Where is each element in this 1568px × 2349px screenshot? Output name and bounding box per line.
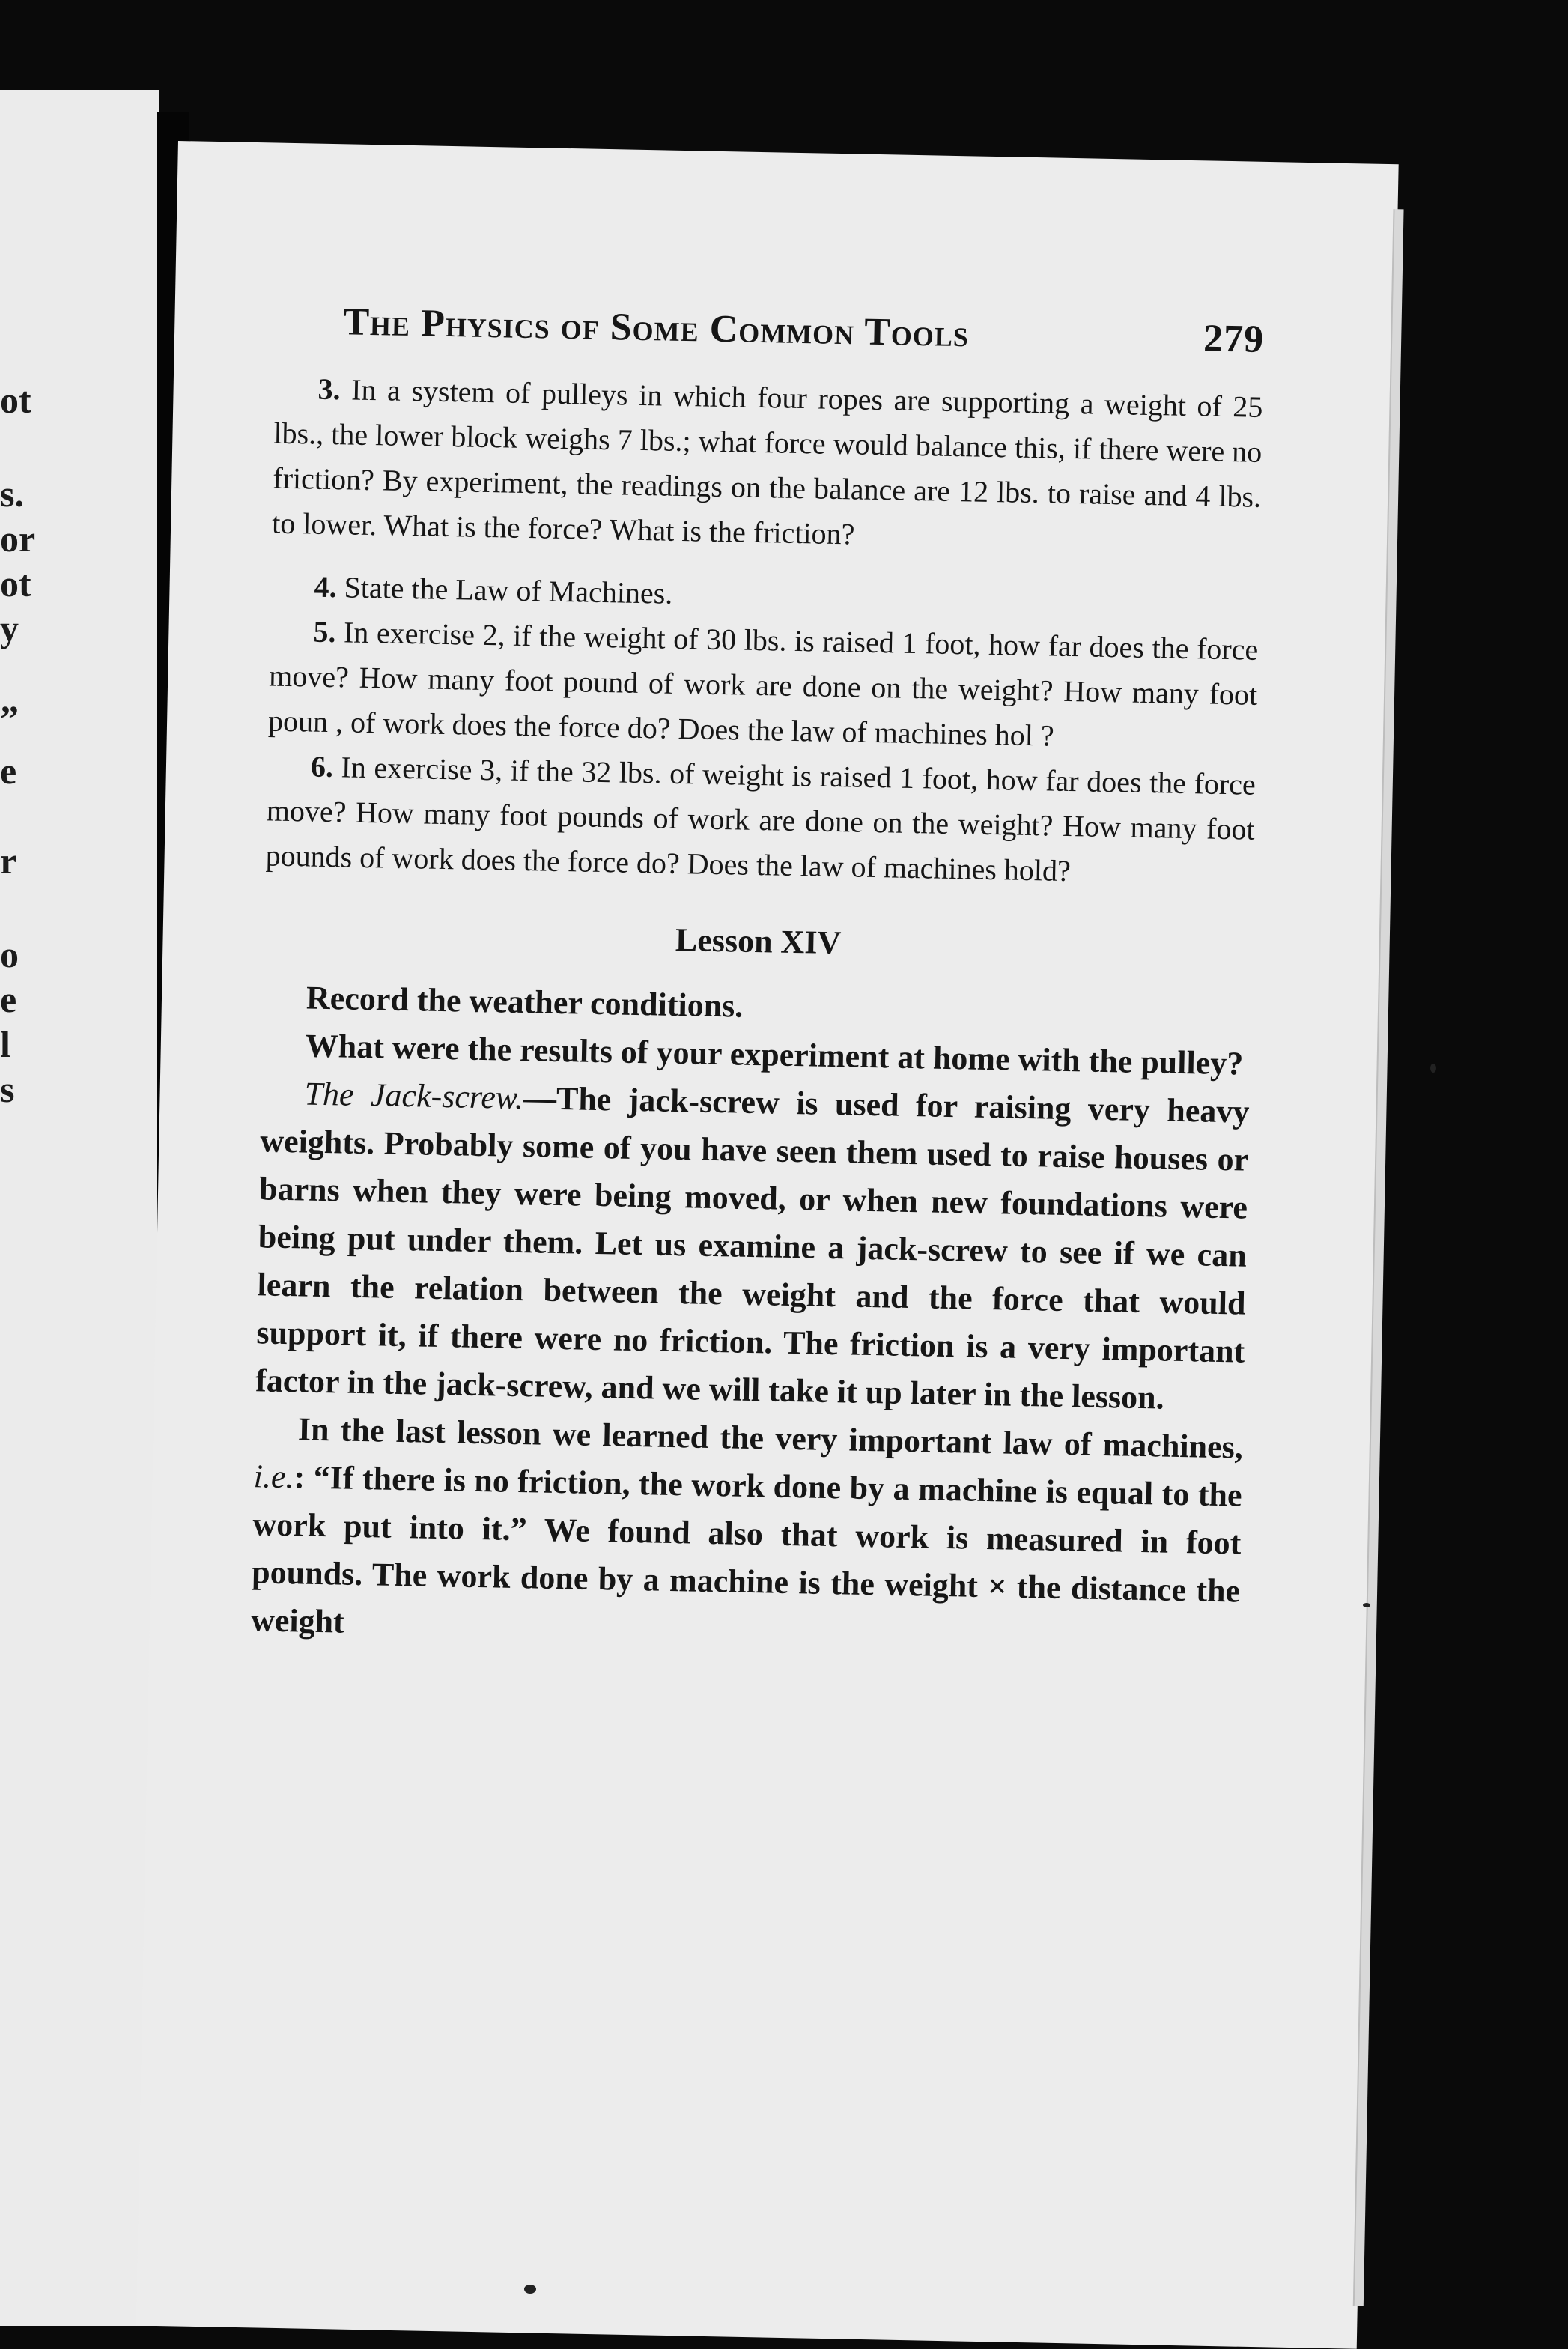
- exercise-item: [268, 608, 1259, 762]
- left-page-text: ot: [0, 563, 31, 604]
- exercise-text: State the Law of Machines.: [344, 570, 673, 610]
- left-page-text: ”: [0, 697, 19, 739]
- lesson-paragraph: Record the weather conditions.: [306, 979, 744, 1025]
- law-text-start: In the last lesson we learned the very important law of machines,: [297, 1410, 1244, 1466]
- lesson-paragraph: What were the results of your experiment at home with the pulley?: [305, 1027, 1244, 1082]
- exercise-number: 5.: [313, 614, 336, 649]
- ie-abbreviation: i.e.: [253, 1458, 295, 1496]
- left-page-text: s: [0, 1068, 15, 1110]
- page-speck: [1430, 1064, 1436, 1073]
- left-page-fragment: [0, 90, 159, 2326]
- exercise-number: 6.: [310, 749, 334, 784]
- exercise-text: In exercise 3, if the 32 lbs. of weight is raised 1 foot, how far does the force move? How many foot pounds of work are done on the weight? How many foot pounds of work does the force do? Does the law of machines hold?: [265, 750, 1256, 888]
- book-page: [136, 141, 1399, 2349]
- exercise-number: 4.: [314, 569, 338, 604]
- page-text-area: [250, 299, 1264, 1664]
- exercise-text: In exercise 2, if the weight of 30 lbs. is raised 1 foot, how far does the force move? How many foot pound of work are done on the weight? How many foot poun , of work does the force do? Does the law of machines hol ?: [267, 615, 1259, 753]
- left-page-text: or: [0, 518, 36, 560]
- left-page-text: ot: [0, 379, 31, 421]
- left-page-text: r: [0, 840, 17, 882]
- jack-screw-text: —The jack-screw is used for raising very heavy weights. Probably some of you have seen them used to raise houses or barns when they were being moved, or when new foundations were being put under them. Let us examine a jack-screw to see if we can learn the relation between the weight and the force that would support it, if there were no friction. The friction is a very important factor in the jack-screw, and we will take it up later in the lesson.: [255, 1079, 1250, 1416]
- left-page-text: e: [0, 750, 17, 792]
- lesson-paragraph: [250, 1404, 1243, 1663]
- left-page-text: y: [0, 607, 19, 649]
- left-page-text: l: [0, 1023, 10, 1065]
- jack-screw-lead: The Jack-screw.: [304, 1075, 524, 1117]
- left-page-text: e: [0, 978, 17, 1020]
- exercise-item: [272, 366, 1263, 565]
- page-number: 279: [1203, 317, 1265, 361]
- exercise-number: 3.: [317, 372, 341, 407]
- exercise-item: [265, 743, 1256, 897]
- left-page-text: s.: [0, 473, 24, 515]
- exercise-text: In a system of pulleys in which four ropes are supporting a weight of 25 lbs., the lower block weighs 7 lbs.; what force would balance this, if there were no friction? By experiment, the readings on the balance are 12 lbs. to raise and 4 lbs. to lower. What is the force? What is the friction?: [271, 372, 1263, 551]
- running-head-title: The Physics of Some Common Tools: [342, 300, 970, 356]
- page-speck: [1363, 1603, 1370, 1607]
- lesson-heading: Lesson XIV: [675, 921, 842, 962]
- page-edge: [1353, 209, 1404, 2306]
- left-page-text: o: [0, 933, 19, 975]
- law-text-end: : “If there is no friction, the work done by a machine is equal to the work put into it.” We found also that work is measured in foot pounds. The work done by a machine is the weight × the distance the weight: [250, 1458, 1243, 1640]
- lesson-paragraph: [255, 1069, 1250, 1423]
- page-speck: [524, 2285, 536, 2294]
